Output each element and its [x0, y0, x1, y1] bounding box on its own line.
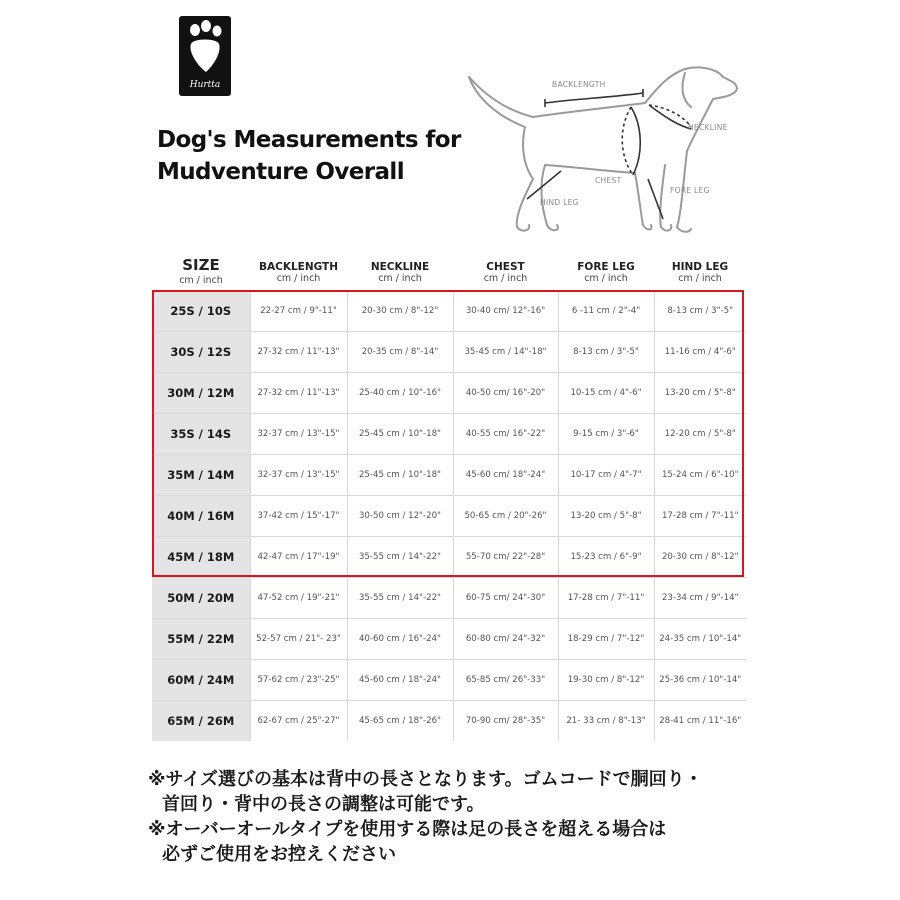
header-hind-leg: HIND LEG cm / inch: [671, 261, 729, 284]
title-line-1: Dog's Measurements for: [157, 127, 461, 153]
hind-leg-cell: 12-20 cm / 5"-8": [654, 414, 746, 455]
header-neckline: NECKLINE cm / inch: [370, 261, 430, 284]
fore-leg-cell: 19-30 cm / 8"-12": [558, 660, 654, 701]
neckline-cell: 25-40 cm / 10"-16": [347, 373, 453, 414]
note-line-2: 首回り・背中の長さの調整は可能です。: [162, 794, 485, 815]
brand-name: Hurtta: [189, 80, 221, 90]
label-hind-leg: HIND LEG: [540, 198, 579, 207]
dog-measurement-diagram: [455, 55, 785, 245]
table-row: [152, 660, 746, 701]
size-cell: 60M / 24M: [152, 660, 250, 701]
chest-cell: 50-65 cm / 20"-26": [453, 496, 558, 537]
hind-leg-cell: 28-41 cm / 11"-16": [654, 701, 746, 742]
backlength-cell: 32-37 cm / 13"-15": [250, 414, 347, 455]
label-neckline: NECKLINE: [688, 123, 728, 132]
size-cell: 25S / 10S: [152, 291, 250, 332]
fore-leg-cell: 17-28 cm / 7"-11": [558, 578, 654, 619]
size-cell: 55M / 22M: [152, 619, 250, 660]
chest-cell: 55-70 cm/ 22"-28": [453, 537, 558, 578]
fore-leg-cell: 15-23 cm / 6"-9": [558, 537, 654, 578]
neckline-cell: 25-45 cm / 10"-18": [347, 455, 453, 496]
fore-leg-cell: 10-17 cm / 4"-7": [558, 455, 654, 496]
hurtta-logo: [179, 16, 231, 96]
hind-leg-cell: 23-34 cm / 9"-14": [654, 578, 746, 619]
table-header-row: [152, 255, 746, 291]
neckline-cell: 20-35 cm / 8"-14": [347, 332, 453, 373]
chest-cell: 70-90 cm/ 28"-35": [453, 701, 558, 742]
size-cell: 40M / 16M: [152, 496, 250, 537]
backlength-cell: 32-37 cm / 13"-15": [250, 455, 347, 496]
header-backlength: BACKLENGTH cm / inch: [258, 261, 338, 284]
note-line-3: ※オーバーオールタイプを使用する際は足の長さを超える場合は: [148, 819, 667, 840]
note-line-1: ※サイズ選びの基本は背中の長さとなります。ゴムコードで胴回り・: [148, 769, 703, 790]
chest-cell: 65-85 cm/ 26"-33": [453, 660, 558, 701]
fore-leg-cell: 13-20 cm / 5"-8": [558, 496, 654, 537]
fore-leg-cell: 21- 33 cm / 8"-13": [558, 701, 654, 742]
size-cell: 65M / 26M: [152, 701, 250, 742]
neckline-cell: 45-65 cm / 18"-26": [347, 701, 453, 742]
label-backlength: BACKLENGTH: [552, 80, 606, 89]
size-cell: 30S / 12S: [152, 332, 250, 373]
neckline-cell: 20-30 cm / 8"-12": [347, 291, 453, 332]
neckline-cell: 35-55 cm / 14"-22": [347, 537, 453, 578]
neckline-cell: 45-60 cm / 18"-24": [347, 660, 453, 701]
backlength-cell: 42-47 cm / 17"-19": [250, 537, 347, 578]
chest-cell: 35-45 cm / 14"-18": [453, 332, 558, 373]
fore-leg-cell: 10-15 cm / 4"-6": [558, 373, 654, 414]
table-row: [152, 701, 746, 742]
header-fore-leg: FORE LEG cm / inch: [577, 261, 635, 284]
size-cell: 30M / 12M: [152, 373, 250, 414]
table-row: [152, 496, 746, 537]
backlength-cell: 37-42 cm / 15"-17": [250, 496, 347, 537]
chest-cell: 60-75 cm/ 24"-30": [453, 578, 558, 619]
header-chest: CHEST cm / inch: [483, 261, 528, 284]
chest-cell: 45-60 cm/ 18"-24": [453, 455, 558, 496]
hind-leg-cell: 25-36 cm / 10"-14": [654, 660, 746, 701]
size-chart-table: [152, 255, 746, 741]
neckline-cell: 40-60 cm / 16"-24": [347, 619, 453, 660]
note-line-4: 必ずご使用をお控えください: [162, 844, 396, 865]
fore-leg-cell: 6 -11 cm / 2"-4": [558, 291, 654, 332]
backlength-cell: 27-32 cm / 11"-13": [250, 373, 347, 414]
table-row: [152, 291, 746, 332]
chest-cell: 60-80 cm/ 24"-32": [453, 619, 558, 660]
backlength-cell: 47-52 cm / 19"-21": [250, 578, 347, 619]
chest-cell: 40-55 cm/ 16"-22": [453, 414, 558, 455]
backlength-cell: 62-67 cm / 25"-27": [250, 701, 347, 742]
hind-leg-cell: 17-28 cm / 7"-11": [654, 496, 746, 537]
size-notes: [148, 767, 703, 867]
hind-leg-cell: 15-24 cm / 6"-10": [654, 455, 746, 496]
backlength-cell: 52-57 cm / 21"- 23": [250, 619, 347, 660]
backlength-cell: 22-27 cm / 9"-11": [250, 291, 347, 332]
fore-leg-cell: 9-15 cm / 3"-6": [558, 414, 654, 455]
hind-leg-cell: 24-35 cm / 10"-14": [654, 619, 746, 660]
table-row: [152, 373, 746, 414]
table-row: [152, 332, 746, 373]
neckline-cell: 25-45 cm / 10"-18": [347, 414, 453, 455]
title-line-2: Mudventure Overall: [157, 159, 404, 185]
paw-print-icon: [179, 16, 231, 82]
size-cell: 45M / 18M: [152, 537, 250, 578]
table-row: [152, 578, 746, 619]
size-cell: 35M / 14M: [152, 455, 250, 496]
hind-leg-cell: 20-30 cm / 8"-12": [654, 537, 746, 578]
table-row: [152, 537, 746, 578]
fore-leg-cell: 18-29 cm / 7"-12": [558, 619, 654, 660]
neckline-cell: 35-55 cm / 14"-22": [347, 578, 453, 619]
label-fore-leg: FORE LEG: [670, 186, 710, 195]
size-cell: 35S / 14S: [152, 414, 250, 455]
label-chest: CHEST: [595, 176, 622, 185]
hind-leg-cell: 11-16 cm / 4"-6": [654, 332, 746, 373]
fore-leg-cell: 8-13 cm / 3"-5": [558, 332, 654, 373]
size-cell: 50M / 20M: [152, 578, 250, 619]
page-title: [157, 124, 461, 188]
chest-cell: 30-40 cm/ 12"-16": [453, 291, 558, 332]
neckline-cell: 30-50 cm / 12"-20": [347, 496, 453, 537]
chest-cell: 40-50 cm/ 16"-20": [453, 373, 558, 414]
header-size: SIZE cm / inch: [179, 256, 223, 286]
backlength-cell: 27-32 cm / 11"-13": [250, 332, 347, 373]
backlength-cell: 57-62 cm / 23"-25": [250, 660, 347, 701]
hind-leg-cell: 13-20 cm / 5"-8": [654, 373, 746, 414]
hind-leg-cell: 8-13 cm / 3"-5": [654, 291, 746, 332]
table-row: [152, 619, 746, 660]
table-row: [152, 455, 746, 496]
dog-outline-icon: [455, 55, 785, 245]
table-row: [152, 414, 746, 455]
